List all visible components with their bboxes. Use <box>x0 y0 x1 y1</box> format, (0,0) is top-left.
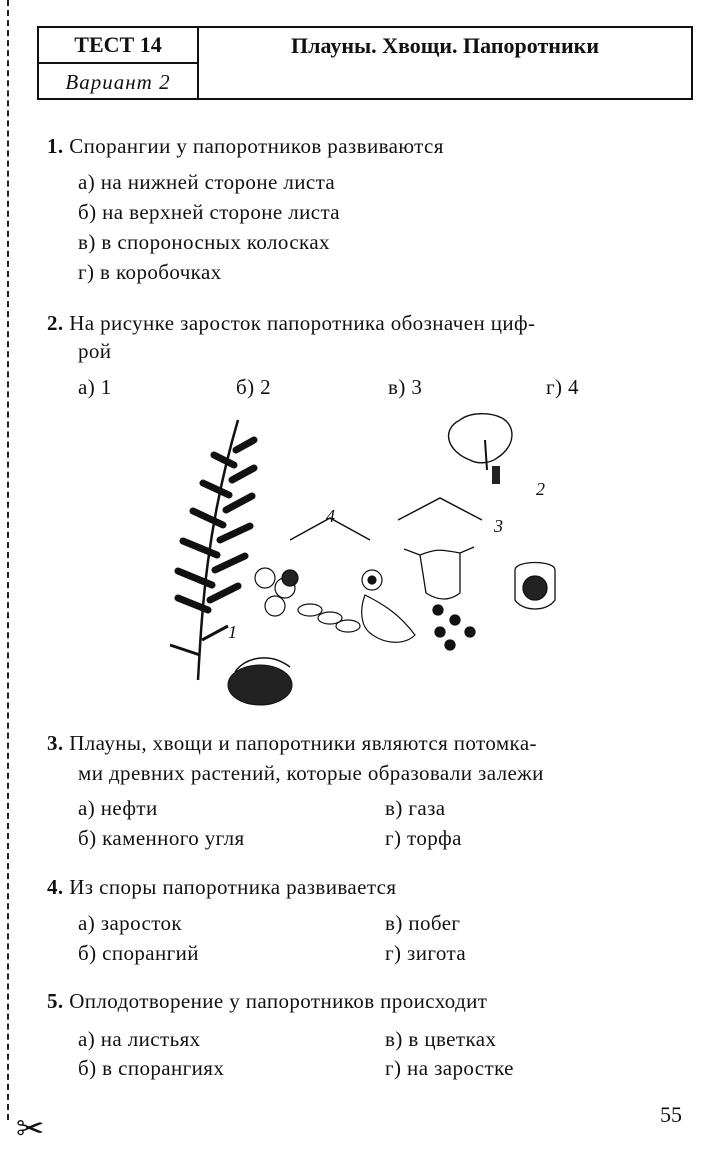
topic-title: Плауны. Хвощи. Папоротники <box>290 33 599 58</box>
prothallus-drawing <box>449 414 512 484</box>
answer-option: а) на нижней стороне листа <box>78 170 336 194</box>
question-1 <box>47 131 697 161</box>
question-2 <box>47 308 697 338</box>
question-number: 3. <box>47 731 64 755</box>
scissors-icon: ✂ <box>16 1109 45 1149</box>
question-text: Спорангии у папоротников развиваются <box>69 134 444 158</box>
question-text: Из споры папоротника развивается <box>69 875 397 899</box>
figure-label-1: 1 <box>228 622 237 642</box>
answer-option: г) в коробочках <box>78 260 222 284</box>
fern-life-cycle-illustration <box>140 410 580 710</box>
answer-option: а) нефти <box>78 796 158 820</box>
answer-option: в) в спороносных колосках <box>78 230 330 254</box>
answer-option: в) 3 <box>388 375 423 399</box>
question-text-continuation: ми древних растений, которые образовали залежи <box>78 761 544 785</box>
cut-line <box>7 0 9 1120</box>
answer-option: б) каменного угля <box>78 826 245 850</box>
fern-plant-drawing <box>170 420 292 705</box>
question-number: 2. <box>47 311 64 335</box>
answer-option: б) на верхней стороне листа <box>78 200 341 224</box>
answer-option: б) спорангий <box>78 941 199 965</box>
question-text: Плауны, хвощи и папоротники являются потомка- <box>69 731 537 755</box>
question-4 <box>47 872 697 902</box>
question-5 <box>47 986 697 1016</box>
answer-option: в) побег <box>385 911 461 935</box>
sex-organs-drawing <box>398 498 555 650</box>
question-text-continuation: рой <box>78 339 112 363</box>
question-number: 4. <box>47 875 64 899</box>
answer-option: а) заросток <box>78 911 183 935</box>
figure-label-2: 2 <box>536 479 545 499</box>
question-number: 5. <box>47 989 64 1013</box>
answer-option: а) 1 <box>78 375 112 399</box>
test-header <box>37 26 693 100</box>
answer-option: г) торфа <box>385 826 462 850</box>
variant-label: Вариант 2 <box>39 64 199 100</box>
answer-option: г) 4 <box>546 375 579 399</box>
question-number: 1. <box>47 134 64 158</box>
spore-germination-drawing <box>255 518 415 642</box>
answer-option: б) 2 <box>236 375 272 399</box>
figure-label-4: 4 <box>326 506 335 526</box>
test-number: ТЕСТ 14 <box>39 28 199 64</box>
question-text: Оплодотворение у папоротников происходит <box>69 989 488 1013</box>
figure-label-3: 3 <box>494 516 503 536</box>
answer-option: г) зигота <box>385 941 467 965</box>
answer-option: б) в спорангиях <box>78 1056 225 1080</box>
question-text: На рисунке заросток папоротника обозначен циф- <box>69 311 536 335</box>
question-3 <box>47 728 697 758</box>
answer-option: а) на листьях <box>78 1027 201 1051</box>
answer-option: г) на заростке <box>385 1056 514 1080</box>
answer-option: в) в цветках <box>385 1027 497 1051</box>
page-number: 55 <box>660 1102 682 1127</box>
answer-option: в) газа <box>385 796 446 820</box>
